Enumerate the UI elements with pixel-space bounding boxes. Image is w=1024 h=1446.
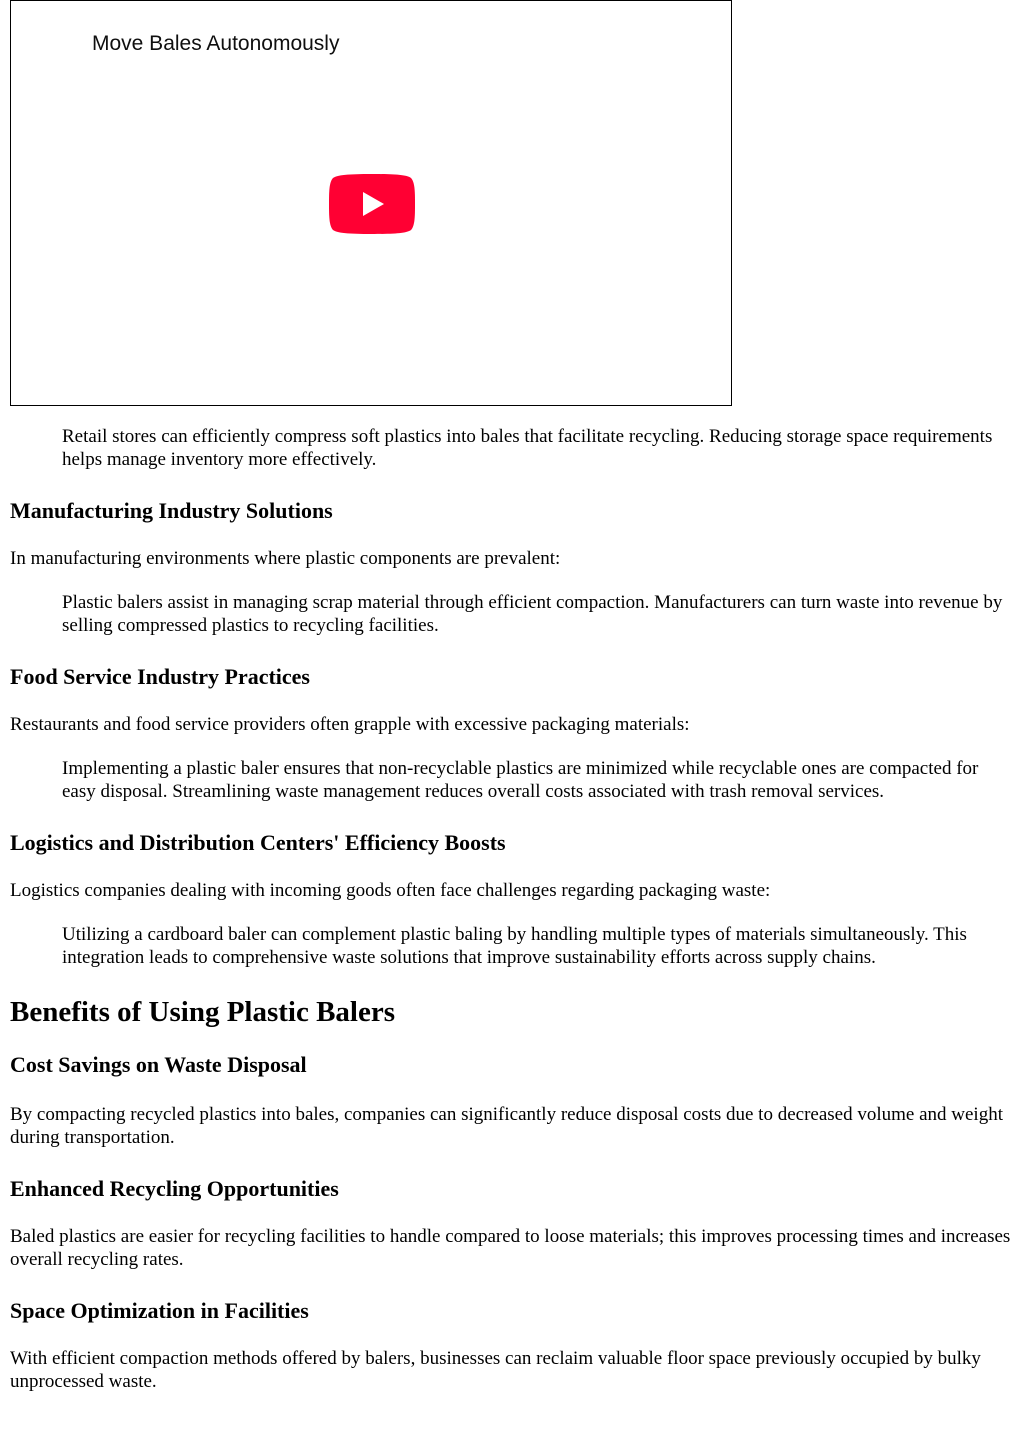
cost-savings-text: By compacting recycled plastics into bales, companies can significantly reduce disposal costs due to decreased volume and weight during transportation. xyxy=(10,1104,1003,1148)
manufacturing-quote: Plastic balers assist in managing scrap material through efficient compaction. Manufacturers can turn waste into revenue by selling compressed plastics to recycling facilities. xyxy=(62,592,1003,636)
food-service-intro: Restaurants and food service providers often grapple with excessive packaging materials: xyxy=(10,714,690,735)
space-text: With efficient compaction methods offered by balers, businesses can reclaim valuable floor space previously occupied by bulky unprocessed waste. xyxy=(10,1348,981,1392)
manufacturing-heading: Manufacturing Industry Solutions xyxy=(10,498,333,523)
logistics-quote: Utilizing a cardboard baler can complement plastic baling by handling multiple types of materials simultaneously. This integration leads to comprehensive waste solutions that improve sustainability efforts across supply chains. xyxy=(62,924,967,968)
recycling-text: Baled plastics are easier for recycling facilities to handle compared to loose materials; this improves processing times and increases overall recycling rates. xyxy=(10,1226,1011,1270)
food-service-quote: Implementing a plastic baler ensures that non-recyclable plastics are minimized while recyclable ones are compacted for easy disposal. Streamlining waste management reduces overall costs associated with trash removal services. xyxy=(62,758,979,802)
retail-quote: Retail stores can efficiently compress soft plastics into bales that facilitate recycling. Reducing storage space requirements helps manage inventory more effectively. xyxy=(62,426,993,470)
video-title[interactable]: Move Bales Autonomously xyxy=(92,32,340,55)
logistics-heading: Logistics and Distribution Centers' Efficiency Boosts xyxy=(10,830,506,855)
cost-savings-heading: Cost Savings on Waste Disposal xyxy=(10,1052,307,1077)
youtube-play-icon[interactable] xyxy=(328,173,416,235)
space-heading: Space Optimization in Facilities xyxy=(10,1298,309,1323)
logistics-intro: Logistics companies dealing with incoming goods often face challenges regarding packaging waste: xyxy=(10,880,771,901)
manufacturing-intro: In manufacturing environments where plastic components are prevalent: xyxy=(10,548,561,569)
benefits-heading: Benefits of Using Plastic Balers xyxy=(10,996,396,1028)
food-service-heading: Food Service Industry Practices xyxy=(10,664,310,689)
video-embed[interactable] xyxy=(10,0,732,406)
recycling-heading: Enhanced Recycling Opportunities xyxy=(10,1176,339,1201)
article-content xyxy=(10,425,1014,1393)
